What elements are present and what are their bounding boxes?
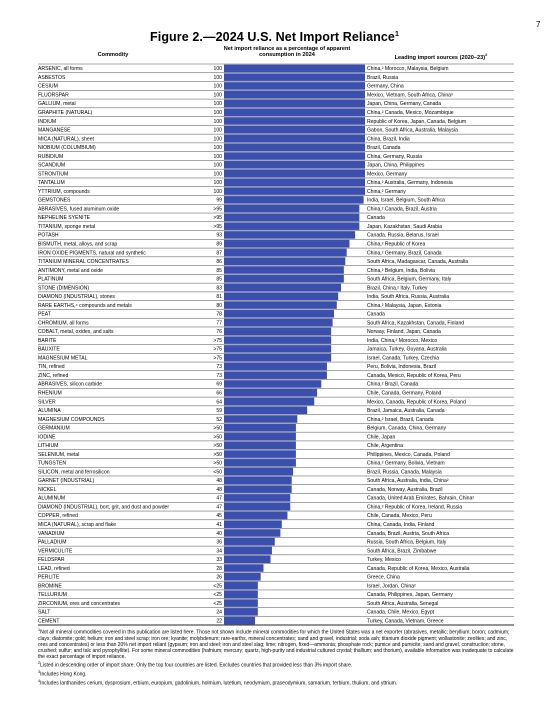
bar-43 [224,442,296,450]
sources-label-10: China, Germany, Russia [367,153,423,160]
commodity-label-52: MICA (NATURAL), scrap and flake [38,521,117,528]
value-label-30: 76 [216,329,222,336]
commodity-label-63: CEMENT [38,618,60,625]
bar-58 [224,573,261,581]
bar-14 [224,187,365,195]
sources-label-3: Mexico, Vietnam, South Africa, China³ [367,92,453,99]
value-label-56: 33 [216,557,222,564]
sources-label-7: Gabon, South Africa, Australia, Malaysia [367,127,458,134]
commodity-label-24: PLATINUM [38,276,64,283]
value-label-11: 100 [213,162,222,169]
value-label-46: <50 [213,469,222,476]
bar-19 [224,231,355,239]
bar-33 [224,354,331,362]
sources-label-53: Canada, Brazil, Austria, South Africa [367,530,450,537]
value-label-13: 100 [213,180,222,187]
sources-label-0: China,² Morocco, Malaysia, Belgium [367,66,449,73]
bar-0 [224,65,365,73]
sources-label-30: Norway, Finland, Japan, Canada [367,329,441,336]
value-label-18: >95 [213,223,222,230]
bar-18 [224,222,359,230]
bar-6 [224,117,365,125]
value-label-16: >95 [213,206,222,213]
value-label-38: 64 [216,399,222,406]
commodity-label-54: PALLADIUM [38,539,67,546]
commodity-label-58: PERLITE [38,574,60,581]
sources-label-62: Canada, Chile, Mexico, Egypt [367,609,435,616]
sources-label-11: Japan, China, Philippines [367,162,425,169]
bar-8 [224,135,365,143]
bar-39 [224,406,307,414]
value-label-17: >95 [213,215,222,222]
commodity-label-46: SILICON, metal and ferrosilicon [38,469,110,476]
value-label-29: 77 [216,320,222,327]
bar-63 [224,617,255,625]
sources-label-47: South Africa, Australia, India, China² [367,478,449,485]
commodity-label-4: GALLIUM, metal [38,101,76,108]
bar-30 [224,328,331,336]
sources-header-text: Leading import sources (2020–23) [394,54,486,61]
value-label-31: >75 [213,337,222,344]
bar-20 [224,240,349,248]
bar-59 [224,582,258,590]
sources-label-32: Jamaica, Turkey, Guyana, Australia [367,346,447,353]
sources-label-26: India, South Africa, Russia, Australia [367,294,450,301]
commodity-label-21: IRON OXIDE PIGMENTS, natural and synthetic [38,250,146,257]
value-label-10: 100 [213,153,222,160]
commodity-label-47: GARNET (INDUSTRIAL) [38,478,95,485]
commodity-label-38: SILVER [38,399,56,406]
sources-label-17: Canada [367,215,385,222]
sources-label-12: Mexico, Germany [367,171,407,178]
value-label-60: <25 [213,592,222,599]
bar-57 [224,564,263,572]
value-label-3: 100 [213,92,222,99]
commodity-label-40: MAGNESIUM COMPOUNDS [38,416,105,423]
bar-25 [224,284,341,292]
commodity-label-48: NICKEL [38,486,57,493]
value-label-12: 100 [213,171,222,178]
commodity-label-55: VERMICULITE [38,548,73,555]
sources-label-56: Turkey, Mexico [367,557,401,564]
footnote-4-mark: 4 [38,678,41,683]
value-label-50: 47 [216,504,222,511]
value-label-32: >75 [213,346,222,353]
bar-1 [224,73,365,81]
value-label-14: 100 [213,188,222,195]
bar-45 [224,459,296,467]
bar-12 [224,170,365,178]
bar-40 [224,415,297,423]
bar-15 [224,196,364,204]
bar-26 [224,293,338,301]
sources-label-45: China,² Germany, Bolivia, Vietnam [367,460,445,467]
value-label-35: 73 [216,372,222,379]
bar-54 [224,538,275,546]
bar-13 [224,179,365,187]
sources-label-48: Canada, Norway, Australia, Brazil [367,486,443,493]
sources-label-16: China,² Canada, Brazil, Austria [367,206,437,213]
bar-29 [224,319,333,327]
footnote-2-mark: 2 [38,661,41,666]
sources-label-52: China, Canada, India, Finland [367,521,435,528]
commodity-label-23: ANTIMONY, metal and oxide [38,267,104,274]
commodity-label-5: GRAPHITE (NATURAL) [38,110,93,117]
sources-label-40: China,² Israel, Brazil, Canada [367,416,434,423]
sources-label-1: Brazil, Russia [367,74,399,81]
commodity-label-16: ABRASIVES, fused aluminum oxide [38,206,120,213]
bar-52 [224,520,282,528]
commodity-label-45: TUNGSTEN [38,460,67,467]
value-label-41: >50 [213,425,222,432]
value-label-49: 47 [216,495,222,502]
commodity-label-60: TELLURIUM [38,592,67,599]
value-label-8: 100 [213,136,222,143]
value-label-36: 69 [216,381,222,388]
commodity-label-49: ALUMINUM [38,495,66,502]
bar-22 [224,257,345,265]
sources-label-19: Canada, Russia, Belarus, Israel [367,232,439,239]
value-label-42: >50 [213,434,222,441]
commodity-label-7: MANGANESE [38,127,71,134]
value-label-1: 100 [213,74,222,81]
sources-label-43: Chile, Argentina [367,443,403,450]
bar-47 [224,477,292,485]
commodity-label-14: YTTRIUM, compounds [38,188,90,195]
bar-21 [224,249,347,257]
value-label-37: 66 [216,390,222,397]
sources-label-13: China,² Australia, Germany, Indonesia [367,180,453,187]
value-label-55: 34 [216,548,222,555]
footnote-4 [38,678,514,687]
sources-label-58: Greece, China [367,574,400,581]
commodity-label-34: TIN, refined [38,364,65,371]
sources-label-5: China,² Canada, Mexico, Mozambique [367,110,454,117]
sources-label-31: India, China,² Morocco, Mexico [367,337,438,344]
commodity-label-29: CHROMIUM, all forms [38,320,89,327]
value-label-62: 24 [216,609,222,616]
sources-label-34: Peru, Bolivia, Indonesia, Brazil [367,364,437,371]
commodity-label-44: SELENIUM, metal [38,451,80,458]
sources-label-38: Mexico, Canada, Republic of Korea, Poland [367,399,466,406]
sources-label-60: Canada, Philippines, Japan, Germany [367,592,453,599]
footnote-3-text: Includes Hong Kong. [40,671,87,678]
commodity-label-10: RUBIDIUM [38,153,64,160]
page-number: 7 [536,20,541,29]
bar-56 [224,555,271,563]
value-label-28: 78 [216,311,222,318]
bar-38 [224,398,314,406]
footnote-2 [38,660,514,669]
value-label-58: 26 [216,574,222,581]
bar-3 [224,91,365,99]
sources-label-14: China,² Germany [367,188,406,195]
commodity-label-19: POTASH [38,232,59,239]
value-label-0: 100 [213,66,222,73]
value-label-63: 22 [216,618,222,625]
bar-46 [224,468,293,476]
sources-label-28: Canada [367,311,385,318]
value-label-9: 100 [213,145,222,152]
commodity-label-17: NEPHELINE SYENITE [38,215,91,222]
value-label-19: 93 [216,232,222,239]
commodity-label-11: SCANDIUM [38,162,66,169]
value-label-5: 100 [213,110,222,117]
value-label-27: 80 [216,302,222,309]
sources-label-6: Republic of Korea, Japan, Canada, Belgium [367,118,467,125]
sources-label-55: South Africa, Brazil, Zimbabwe [367,548,437,555]
value-label-47: 48 [216,478,222,485]
bar-32 [224,345,331,353]
value-label-2: 100 [213,83,222,90]
value-label-15: 99 [216,197,222,204]
value-label-43: >50 [213,443,222,450]
bar-4 [224,100,365,108]
bar-17 [224,214,359,222]
commodity-label-35: ZINC, refined [38,372,69,379]
value-label-7: 100 [213,127,222,134]
commodity-label-37: RHENIUM [38,390,62,397]
commodity-label-33: MAGNESIUM METAL [38,355,88,362]
value-label-57: 28 [216,565,222,572]
sources-label-23: China,² Belgium, India, Bolivia [367,267,435,274]
bar-27 [224,301,337,309]
sources-label-44: Philippines, Mexico, Canada, Poland [367,451,450,458]
value-label-34: 73 [216,364,222,371]
bar-5 [224,108,365,116]
sources-label-63: Turkey, Canada, Vietnam, Greece [367,618,444,625]
sources-label-51: Chile, Canada, Mexico, Peru [367,513,432,520]
sources-label-49: Canada, United Arab Emirates, Bahrain, China² [367,495,475,502]
bar-9 [224,143,365,151]
commodity-label-9: NIOBIUM (COLUMBIUM) [38,145,96,152]
bar-42 [224,433,296,441]
value-label-44: >50 [213,451,222,458]
value-label-4: 100 [213,101,222,108]
value-label-21: 87 [216,250,222,257]
value-label-23: 85 [216,267,222,274]
sources-label-4: Japan, China, Germany, Canada [367,101,442,108]
value-label-48: 48 [216,486,222,493]
commodity-label-31: BARITE [38,337,57,344]
sources-label-25: Brazil, China,² Italy, Turkey [367,285,428,292]
commodity-label-39: ALUMINA [38,408,61,415]
footnote-3 [38,669,514,678]
commodity-label-25: STONE (DIMENSION) [38,285,90,292]
commodity-label-30: COBALT, metal, oxides, and salts [38,329,114,336]
sources-label-20: China,² Republic of Korea [367,241,426,248]
footnote-3-mark: 3 [38,669,41,674]
sources-label-46: Brazil, Russia, Canada, Malaysia [367,469,442,476]
sources-label-54: Russia, South Africa, Belgium, Italy [367,539,447,546]
commodity-label-61: ZIRCONIUM, ores and concentrates [38,600,121,607]
commodity-label-43: LITHIUM [38,443,59,450]
bar-31 [224,336,331,344]
value-label-33: >75 [213,355,222,362]
commodity-label-8: MICA (NATURAL), sheet [38,136,94,143]
commodity-label-28: PEAT [38,311,51,318]
reliance-column-header: Net import reliance as a percentage of apparent consumption in 2024 [223,46,351,58]
commodity-label-51: COPPER, refined [38,513,78,520]
commodity-label-59: BROMINE [38,583,62,590]
sources-label-29: South Africa, Kazakhstan, Canada, Finland [367,320,465,327]
sources-label-36: China,² Brazil, Canada [367,381,419,388]
figure-title-footnote-mark: 1 [394,30,399,38]
commodity-label-57: LEAD, refined [38,565,70,572]
sources-label-27: China,² Malaysia, Japan, Estonia [367,302,442,309]
bar-2 [224,82,365,90]
commodity-label-22: TITANIUM MINERAL CONCENTRATES [38,259,129,266]
bar-44 [224,450,296,458]
commodity-label-53: VANADIUM [38,530,65,537]
value-label-59: <25 [213,583,222,590]
sources-label-21: China,² Germany, Brazil, Canada [367,250,442,257]
bar-51 [224,512,287,520]
bar-37 [224,389,317,397]
value-label-40: 52 [216,416,222,423]
commodity-label-27: RARE EARTHS,⁴ compounds and metals [38,302,132,309]
bar-62 [224,608,258,616]
commodity-label-13: TANTALUM [38,180,65,187]
value-label-45: >50 [213,460,222,467]
sources-label-33: Israel, Canada, Turkey, Czechia [367,355,440,362]
value-label-6: 100 [213,118,222,125]
sources-label-2: Germany, China [367,83,404,90]
commodity-label-2: CESIUM [38,83,58,90]
footnote-1-text: Not all mineral commodities covered in this publication are listed here. Those not shown include mineral commodities for which the United States was a net exporter (abrasives, metallic; beryllium; boron; cadmium; clays; diatomite; gold; helium; iron and steel scrap; iron ore; kyanite; molybdenum; rare-earths, mineral concentrates; sand and gravel, industrial; soda ash; titanium dioxide pigment; wollastonite; zeolites; and zinc, ores and concentrates) or less than 20% net import reliant (gypsum; iron and steel; iron and steel slag; lime; nitrogen, fixed—ammonia; phosphate rock; pumice and pumicite; sand and gravel, construction; stone, crushed; sulfur; and talc and pyrophyllite). For some mineral commodities (hafnium; mercury; quartz, high-purity and industrial cultured crystal; thallium; and thorium), available information was inadequate to calculate the exact percentage of import reliance. [38,629,514,661]
commodity-label-36: ABRASIVES, silicon carbide [38,381,102,388]
bar-28 [224,310,334,318]
commodity-label-42: IODINE [38,434,56,441]
commodity-label-20: BISMUTH, metal, alloys, and scrap [38,241,118,248]
value-label-52: 41 [216,521,222,528]
value-label-53: 40 [216,530,222,537]
bar-53 [224,529,280,537]
footnote-2-text: Listed in descending order of import share. Only the top four countries are listed. Excludes countries that provided less than 3% import share. [40,662,353,669]
figure-title-text: Figure 2.—2024 U.S. Net Import Reliance [150,30,395,44]
value-label-26: 81 [216,294,222,301]
bar-61 [224,599,258,607]
bar-41 [224,424,296,432]
bar-48 [224,485,292,493]
sources-label-50: China,² Republic of Korea, Ireland, Russia [367,504,463,511]
footnote-4-text: Includes lanthanides cerium, dysprosium, erbium, europium, gadolinium, holmium, lutetium, neodymium, praseodymium, samarium, terbium, thulium, and yttrium. [40,680,398,687]
bar-35 [224,371,327,379]
commodity-label-6: INDIUM [38,118,57,125]
bar-36 [224,380,321,388]
sources-label-24: South Africa, Belgium, Germany, Italy [367,276,452,283]
commodity-column-header: Commodity [97,52,129,58]
value-label-51: 45 [216,513,222,520]
sources-label-22: South Africa, Madagascar, Canada, Australia [367,259,469,266]
commodity-label-15: GEMSTONES [38,197,71,204]
commodity-label-26: DIAMOND (INDUSTRIAL), stones [38,294,115,301]
bar-23 [224,266,344,274]
commodity-label-18: TITANIUM, sponge metal [38,223,96,230]
sources-label-59: Israel, Jordan, China² [367,583,416,590]
commodity-label-56: FELDSPAR [38,557,65,564]
bar-34 [224,363,327,371]
sources-label-37: Chile, Canada, Germany, Poland [367,390,442,397]
sources-label-61: South Africa, Australia, Senegal [367,600,439,607]
bar-10 [224,152,365,160]
sources-header-footnote-mark: 2 [485,52,488,57]
sources-label-39: Brazil, Jamaica, Australia, Canada [367,408,445,415]
commodity-label-41: GERMANIUM [38,425,70,432]
footnote-1-mark: 1 [38,628,41,632]
value-label-61: <25 [213,600,222,607]
bar-7 [224,126,365,134]
bar-16 [224,205,359,213]
bar-24 [224,275,344,283]
footnote-1 [38,627,514,660]
value-label-25: 83 [216,285,222,292]
commodity-label-32: BAUXITE [38,346,60,353]
bar-49 [224,494,290,502]
sources-label-57: Canada, Republic of Korea, Mexico, Australia [367,565,470,572]
sources-label-18: Japan, Kazakhstan, Saudi Arabia [367,223,443,230]
bar-60 [224,591,258,599]
commodity-label-0: ARSENIC, all forms [38,66,83,73]
bar-50 [224,503,290,511]
sources-label-9: Brazil, Canada [367,145,401,152]
footnotes [38,627,514,686]
bar-11 [224,161,365,169]
bar-55 [224,547,272,555]
commodity-label-62: SALT [38,609,51,616]
sources-label-42: Chile, Japan [367,434,396,441]
sources-label-8: China, Brazil, India [367,136,410,143]
commodity-label-50: DIAMOND (INDUSTRIAL), bort, grit, and dust and powder [38,504,170,511]
value-label-54: 36 [216,539,222,546]
commodity-label-3: FLUORSPAR [38,92,69,99]
value-label-24: 85 [216,276,222,283]
value-label-22: 86 [216,259,222,266]
value-label-20: 89 [216,241,222,248]
commodity-label-1: ASBESTOS [38,74,66,81]
commodity-label-12: STRONTIUM [38,171,69,178]
value-label-39: 59 [216,408,222,415]
sources-label-15: India, Israel, Belgium, South Africa [367,197,445,204]
sources-label-41: Belgium, Canada, China, Germany [367,425,446,432]
sources-label-35: Canada, Mexico, Republic of Korea, Peru [367,372,461,379]
